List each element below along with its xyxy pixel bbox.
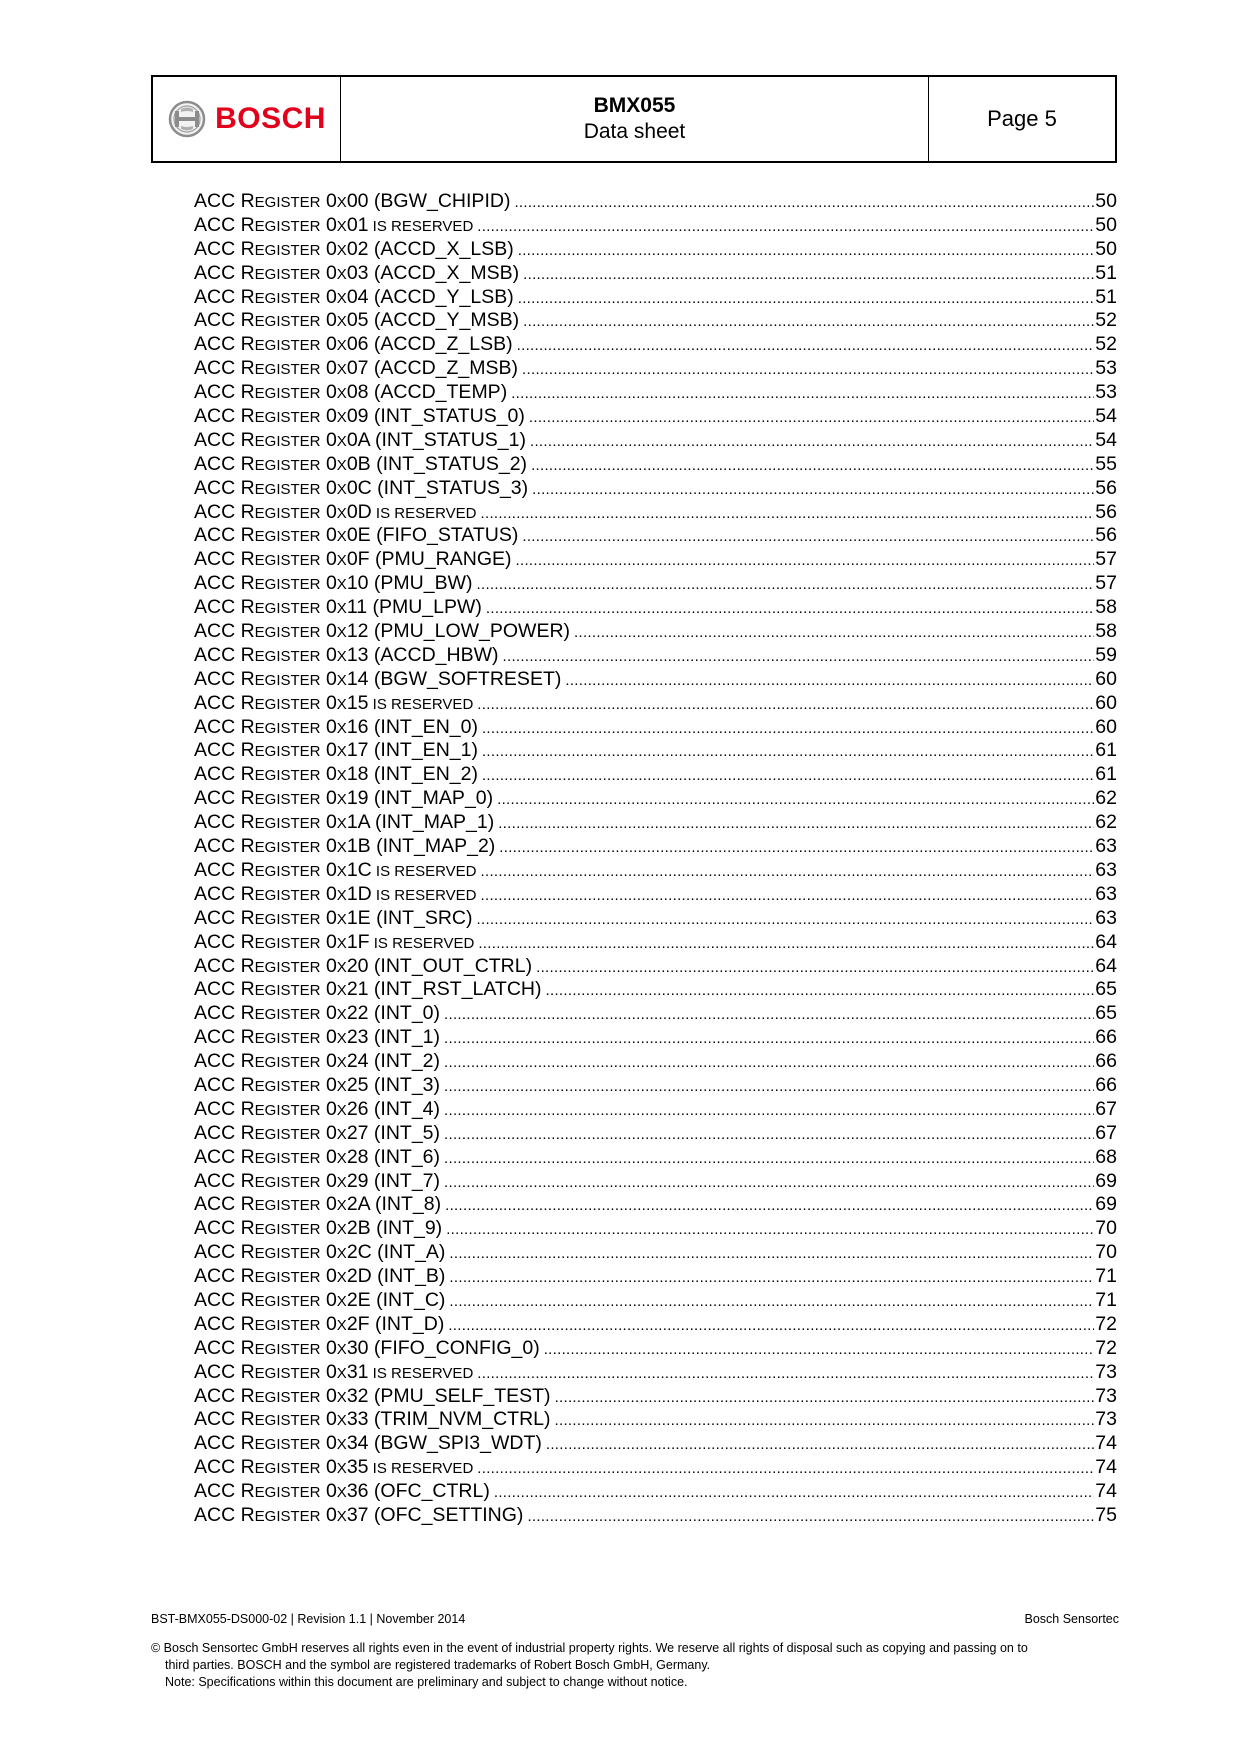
toc-entry-title: ACC REGISTER 0X00 (BGW_CHIPID) (194, 190, 511, 212)
toc-leader-dots (449, 1293, 1094, 1310)
toc-entry-page: 60 (1095, 691, 1117, 714)
toc-entry-title: ACC REGISTER 0X26 (INT_4) (194, 1097, 441, 1120)
toc-leader-dots (530, 433, 1094, 450)
toc-leader-dots (498, 815, 1094, 832)
toc-leader-dots (499, 839, 1094, 856)
footer-copyright-1: © Bosch Sensortec GmbH reserves all rights even in the event of industrial property rights. We reserve all rights of disposal such as copying and passing on to (151, 1641, 1028, 1655)
toc-leader-dots (486, 600, 1094, 617)
toc-entry[interactable] (194, 1361, 1117, 1385)
toc-entry[interactable] (194, 262, 1117, 286)
toc-entry[interactable] (194, 716, 1117, 740)
toc-entry[interactable] (194, 1074, 1117, 1098)
toc-entry[interactable] (194, 787, 1117, 811)
toc-entry-page: 73 (1095, 1408, 1117, 1431)
footer-note: Note: Specifications within this document are preliminary and subject to change without notice. (165, 1675, 688, 1689)
toc-entry-page: 66 (1095, 1050, 1117, 1073)
toc-entry[interactable] (194, 907, 1117, 931)
toc-entry[interactable] (194, 333, 1117, 357)
toc-entry-title: ACC REGISTER 0X10 (PMU_BW) (194, 572, 473, 595)
toc-entry-page: 56 (1095, 524, 1117, 547)
toc-entry-title: ACC REGISTER 0X2C (INT_A) (194, 1241, 446, 1264)
toc-leader-dots (477, 1460, 1094, 1477)
toc-entry[interactable] (194, 739, 1117, 763)
toc-entry[interactable] (194, 214, 1117, 238)
toc-leader-dots (536, 959, 1094, 976)
toc-entry-title: ACC REGISTER 0X2D (INT_B) (194, 1265, 446, 1288)
toc-entry-title: ACC REGISTER 0X37 (OFC_SETTING) (194, 1503, 524, 1526)
toc-leader-dots (532, 481, 1094, 498)
toc-entry[interactable] (194, 1050, 1117, 1074)
toc-entry-title: ACC REGISTER 0X2E (INT_C) (194, 1288, 446, 1311)
toc-entry-page: 62 (1095, 811, 1117, 834)
toc-entry[interactable] (194, 1170, 1117, 1194)
toc-leader-dots (481, 505, 1095, 522)
toc-entry-title: ACC REGISTER 0X1A (INT_MAP_1) (194, 811, 495, 834)
toc-entry-title: ACC REGISTER 0X36 (OFC_CTRL) (194, 1480, 490, 1503)
toc-entry[interactable] (194, 1241, 1117, 1265)
toc-entry-page: 67 (1095, 1121, 1117, 1144)
toc-leader-dots (574, 624, 1094, 641)
toc-entry-title: ACC REGISTER 0X22 (INT_0) (194, 1002, 441, 1025)
toc-entry-title: ACC REGISTER 0X07 (ACCD_Z_MSB) (194, 357, 519, 380)
toc-entry[interactable] (194, 524, 1117, 548)
toc-entry-page: 67 (1095, 1097, 1117, 1120)
toc-entry-title: ACC REGISTER 0X19 (INT_MAP_0) (194, 787, 494, 810)
toc-entry-page: 50 (1095, 237, 1117, 260)
logo-text: BOSCH (215, 102, 326, 135)
toc-entry-page: 57 (1095, 548, 1117, 571)
toc-entry[interactable] (194, 405, 1117, 429)
toc-entry-title: ACC REGISTER 0X08 (ACCD_TEMP) (194, 381, 508, 404)
toc-entry-page: 73 (1095, 1384, 1117, 1407)
toc-leader-dots (523, 313, 1094, 330)
toc-entry-page: 63 (1095, 882, 1117, 905)
toc-entry-title: ACC REGISTER 0X23 (INT_1) (194, 1026, 441, 1049)
bosch-armature-icon (167, 99, 207, 139)
table-of-contents (194, 190, 1117, 1528)
toc-entry[interactable] (194, 286, 1117, 310)
toc-entry-page: 75 (1095, 1503, 1117, 1526)
toc-entry[interactable] (194, 1098, 1117, 1122)
toc-leader-dots (477, 696, 1094, 713)
toc-entry-title: ACC REGISTER 0X17 (INT_EN_1) (194, 739, 478, 762)
toc-entry-page: 74 (1095, 1480, 1117, 1503)
toc-entry-title: ACC REGISTER 0X32 (PMU_SELF_TEST) (194, 1384, 551, 1407)
toc-leader-dots (546, 1436, 1094, 1453)
toc-leader-dots (518, 242, 1095, 259)
toc-entry-page: 52 (1095, 333, 1117, 356)
toc-leader-dots (546, 982, 1095, 999)
toc-entry[interactable] (194, 309, 1117, 333)
toc-entry[interactable] (194, 668, 1117, 692)
toc-leader-dots (494, 1484, 1094, 1501)
footer-legal (151, 1640, 1119, 1691)
toc-entry-title: ACC REGISTER 0X2A (INT_8) (194, 1193, 442, 1216)
toc-leader-dots (446, 1221, 1094, 1238)
toc-entry[interactable] (194, 811, 1117, 835)
toc-entry[interactable] (194, 1193, 1117, 1217)
toc-entry[interactable] (194, 1432, 1117, 1456)
toc-entry-page: 63 (1095, 835, 1117, 858)
toc-entry-page: 60 (1095, 667, 1117, 690)
toc-entry-page: 63 (1095, 906, 1117, 929)
toc-leader-dots (478, 935, 1094, 952)
toc-entry-title: ACC REGISTER 0X1D IS RESERVED (194, 882, 477, 905)
toc-entry-page: 54 (1095, 428, 1117, 451)
toc-entry[interactable] (194, 357, 1117, 381)
toc-entry-page: 52 (1095, 309, 1117, 332)
toc-entry[interactable] (194, 1385, 1117, 1409)
toc-entry-page: 72 (1095, 1336, 1117, 1359)
toc-leader-dots (444, 1174, 1094, 1191)
toc-entry-title: ACC REGISTER 0X06 (ACCD_Z_LSB) (194, 333, 513, 356)
toc-leader-dots (477, 576, 1095, 593)
toc-entry-title: ACC REGISTER 0X12 (PMU_LOW_POWER) (194, 620, 571, 643)
toc-entry[interactable] (194, 1480, 1117, 1504)
toc-entry[interactable] (194, 453, 1117, 477)
toc-entry-title: ACC REGISTER 0X29 (INT_7) (194, 1169, 441, 1192)
toc-entry-title: ACC REGISTER 0X03 (ACCD_X_MSB) (194, 261, 520, 284)
toc-leader-dots (448, 1317, 1094, 1334)
toc-leader-dots (555, 1389, 1095, 1406)
toc-entry-page: 62 (1095, 787, 1117, 810)
toc-leader-dots (481, 887, 1095, 904)
toc-entry-title: ACC REGISTER 0X0D IS RESERVED (194, 500, 477, 523)
toc-leader-dots (477, 911, 1095, 928)
toc-entry[interactable] (194, 763, 1117, 787)
toc-entry[interactable] (194, 1504, 1117, 1528)
toc-entry-title: ACC REGISTER 0X1E (INT_SRC) (194, 906, 473, 929)
toc-entry-page: 66 (1095, 1026, 1117, 1049)
toc-entry-page: 68 (1095, 1145, 1117, 1168)
toc-leader-dots (544, 1341, 1095, 1358)
toc-entry-title: ACC REGISTER 0X14 (BGW_SOFTRESET) (194, 667, 562, 690)
page-number-cell (929, 77, 1115, 161)
toc-entry[interactable] (194, 1408, 1117, 1432)
toc-leader-dots (444, 1126, 1094, 1143)
toc-leader-dots (497, 791, 1094, 808)
toc-entry[interactable] (194, 644, 1117, 668)
toc-entry-page: 50 (1095, 190, 1117, 212)
toc-leader-dots (522, 528, 1094, 545)
toc-leader-dots (523, 266, 1094, 283)
toc-entry[interactable] (194, 429, 1117, 453)
toc-entry-page: 61 (1095, 763, 1117, 786)
toc-entry-title: ACC REGISTER 0X27 (INT_5) (194, 1121, 441, 1144)
toc-entry[interactable] (194, 620, 1117, 644)
toc-entry[interactable] (194, 835, 1117, 859)
toc-entry[interactable] (194, 692, 1117, 716)
page-number: Page 5 (987, 106, 1057, 131)
toc-entry-title: ACC REGISTER 0X31 IS RESERVED (194, 1360, 474, 1383)
toc-entry-page: 66 (1095, 1073, 1117, 1096)
toc-entry[interactable] (194, 978, 1117, 1002)
toc-entry-page: 64 (1095, 954, 1117, 977)
toc-entry[interactable] (194, 1146, 1117, 1170)
toc-entry-title: ACC REGISTER 0X1B (INT_MAP_2) (194, 835, 496, 858)
toc-leader-dots (516, 552, 1095, 569)
toc-entry-page: 58 (1095, 596, 1117, 619)
toc-entry-title: ACC REGISTER 0X0E (FIFO_STATUS) (194, 524, 519, 547)
toc-leader-dots (449, 1245, 1094, 1262)
toc-entry-title: ACC REGISTER 0X04 (ACCD_Y_LSB) (194, 285, 514, 308)
toc-entry-title: ACC REGISTER 0X0C (INT_STATUS_3) (194, 476, 529, 499)
toc-leader-dots (555, 1412, 1095, 1429)
toc-entry-page: 56 (1095, 476, 1117, 499)
toc-entry-title: ACC REGISTER 0X21 (INT_RST_LATCH) (194, 978, 542, 1001)
toc-entry-title: ACC REGISTER 0X28 (INT_6) (194, 1145, 441, 1168)
toc-entry-title: ACC REGISTER 0X25 (INT_3) (194, 1073, 441, 1096)
toc-entry[interactable] (194, 548, 1117, 572)
toc-entry-page: 65 (1095, 1002, 1117, 1025)
toc-entry-title: ACC REGISTER 0X30 (FIFO_CONFIG_0) (194, 1336, 540, 1359)
toc-leader-dots (477, 218, 1094, 235)
toc-entry-page: 51 (1095, 261, 1117, 284)
toc-entry-page: 71 (1095, 1288, 1117, 1311)
toc-entry-page: 71 (1095, 1265, 1117, 1288)
toc-entry-page: 69 (1095, 1169, 1117, 1192)
toc-entry[interactable] (194, 381, 1117, 405)
toc-entry[interactable] (194, 477, 1117, 501)
toc-entry[interactable] (194, 238, 1117, 262)
toc-entry-page: 64 (1095, 930, 1117, 953)
toc-entry-title: ACC REGISTER 0X24 (INT_2) (194, 1050, 441, 1073)
footer-doc-id: BST-BMX055-DS000-02 | Revision 1.1 | November 2014 (151, 1612, 466, 1626)
toc-entry-title: ACC REGISTER 0X0F (PMU_RANGE) (194, 548, 512, 571)
toc-leader-dots (444, 1030, 1094, 1047)
toc-leader-dots (482, 767, 1094, 784)
toc-leader-dots (444, 1150, 1094, 1167)
toc-leader-dots (529, 409, 1094, 426)
toc-entry-title: ACC REGISTER 0X13 (ACCD_HBW) (194, 643, 499, 666)
toc-entry-title: ACC REGISTER 0X02 (ACCD_X_LSB) (194, 237, 514, 260)
footer-copyright-2: third parties. BOSCH and the symbol are registered trademarks of Robert Bosch GmbH, Germany. (165, 1658, 711, 1672)
toc-entry[interactable] (194, 955, 1117, 979)
toc-entry-page: 53 (1095, 357, 1117, 380)
toc-leader-dots (482, 720, 1094, 737)
toc-leader-dots (503, 648, 1095, 665)
toc-entry-page: 56 (1095, 500, 1117, 523)
toc-entry-page: 57 (1095, 572, 1117, 595)
toc-entry[interactable] (194, 1265, 1117, 1289)
toc-entry-page: 73 (1095, 1360, 1117, 1383)
toc-entry-page: 74 (1095, 1432, 1117, 1455)
toc-entry-title: ACC REGISTER 0X34 (BGW_SPI3_WDT) (194, 1432, 542, 1455)
toc-entry-page: 50 (1095, 213, 1117, 236)
toc-entry-title: ACC REGISTER 0X05 (ACCD_Y_MSB) (194, 309, 520, 332)
toc-entry-title: ACC REGISTER 0X01 IS RESERVED (194, 213, 474, 236)
toc-entry-title: ACC REGISTER 0X0A (INT_STATUS_1) (194, 428, 526, 451)
toc-leader-dots (522, 361, 1094, 378)
toc-entry[interactable] (194, 931, 1117, 955)
toc-entry[interactable] (194, 859, 1117, 883)
toc-entry-page: 74 (1095, 1456, 1117, 1479)
title-cell (341, 77, 929, 161)
toc-entry[interactable] (194, 1313, 1117, 1337)
document-subtitle: Data sheet (583, 120, 686, 143)
toc-leader-dots (444, 1102, 1094, 1119)
toc-entry[interactable] (194, 1337, 1117, 1361)
toc-entry-page: 72 (1095, 1312, 1117, 1335)
toc-entry-page: 58 (1095, 620, 1117, 643)
toc-entry[interactable] (194, 1026, 1117, 1050)
toc-entry-page: 63 (1095, 858, 1117, 881)
toc-entry-page: 59 (1095, 643, 1117, 666)
toc-leader-dots (444, 1006, 1094, 1023)
toc-leader-dots (514, 194, 1094, 211)
toc-entry-page: 70 (1095, 1241, 1117, 1264)
toc-entry-title: ACC REGISTER 0X11 (PMU_LPW) (194, 596, 482, 619)
toc-entry-title: ACC REGISTER 0X20 (INT_OUT_CTRL) (194, 954, 533, 977)
toc-leader-dots (527, 1508, 1094, 1525)
toc-leader-dots (531, 457, 1094, 474)
toc-leader-dots (517, 337, 1095, 354)
toc-entry-title: ACC REGISTER 0X15 IS RESERVED (194, 691, 474, 714)
toc-leader-dots (477, 1365, 1094, 1382)
document-title: BMX055 (593, 94, 676, 117)
toc-leader-dots (449, 1269, 1094, 1286)
toc-entry-page: 70 (1095, 1217, 1117, 1240)
toc-entry-title: ACC REGISTER 0X35 IS RESERVED (194, 1456, 474, 1479)
toc-entry-page: 54 (1095, 405, 1117, 428)
toc-leader-dots (518, 290, 1095, 307)
toc-entry[interactable] (194, 572, 1117, 596)
toc-entry-page: 53 (1095, 381, 1117, 404)
toc-entry-page: 65 (1095, 978, 1117, 1001)
toc-entry[interactable] (194, 1456, 1117, 1480)
toc-entry[interactable] (194, 883, 1117, 907)
toc-leader-dots (481, 863, 1095, 880)
toc-leader-dots (511, 385, 1094, 402)
toc-leader-dots (445, 1197, 1094, 1214)
toc-entry-page: 69 (1095, 1193, 1117, 1216)
toc-entry-page: 61 (1095, 739, 1117, 762)
footer-company: Bosch Sensortec (1024, 1612, 1119, 1626)
toc-entry-title: ACC REGISTER 0X0B (INT_STATUS_2) (194, 452, 528, 475)
toc-entry[interactable] (194, 1289, 1117, 1313)
toc-entry[interactable] (194, 1122, 1117, 1146)
toc-entry[interactable] (194, 190, 1117, 214)
toc-entry-title: ACC REGISTER 0X1C IS RESERVED (194, 858, 477, 881)
toc-entry[interactable] (194, 1002, 1117, 1026)
toc-entry-title: ACC REGISTER 0X1F IS RESERVED (194, 930, 475, 953)
bosch-logo (167, 99, 326, 139)
toc-entry[interactable] (194, 596, 1117, 620)
toc-entry-title: ACC REGISTER 0X33 (TRIM_NVM_CTRL) (194, 1408, 551, 1431)
footer-line (151, 1612, 1119, 1626)
logo-cell (153, 77, 341, 161)
toc-leader-dots (565, 672, 1094, 689)
toc-entry[interactable] (194, 501, 1117, 525)
toc-entry-title: ACC REGISTER 0X2B (INT_9) (194, 1217, 443, 1240)
toc-entry-title: ACC REGISTER 0X2F (INT_D) (194, 1312, 445, 1335)
toc-leader-dots (444, 1078, 1094, 1095)
page-header (151, 75, 1117, 163)
toc-leader-dots (482, 743, 1094, 760)
toc-entry-page: 55 (1095, 452, 1117, 475)
toc-leader-dots (444, 1054, 1094, 1071)
toc-entry-page: 60 (1095, 715, 1117, 738)
toc-entry-title: ACC REGISTER 0X18 (INT_EN_2) (194, 763, 478, 786)
toc-entry-title: ACC REGISTER 0X09 (INT_STATUS_0) (194, 405, 525, 428)
toc-entry[interactable] (194, 1217, 1117, 1241)
toc-entry-page: 51 (1095, 285, 1117, 308)
toc-entry-title: ACC REGISTER 0X16 (INT_EN_0) (194, 715, 478, 738)
